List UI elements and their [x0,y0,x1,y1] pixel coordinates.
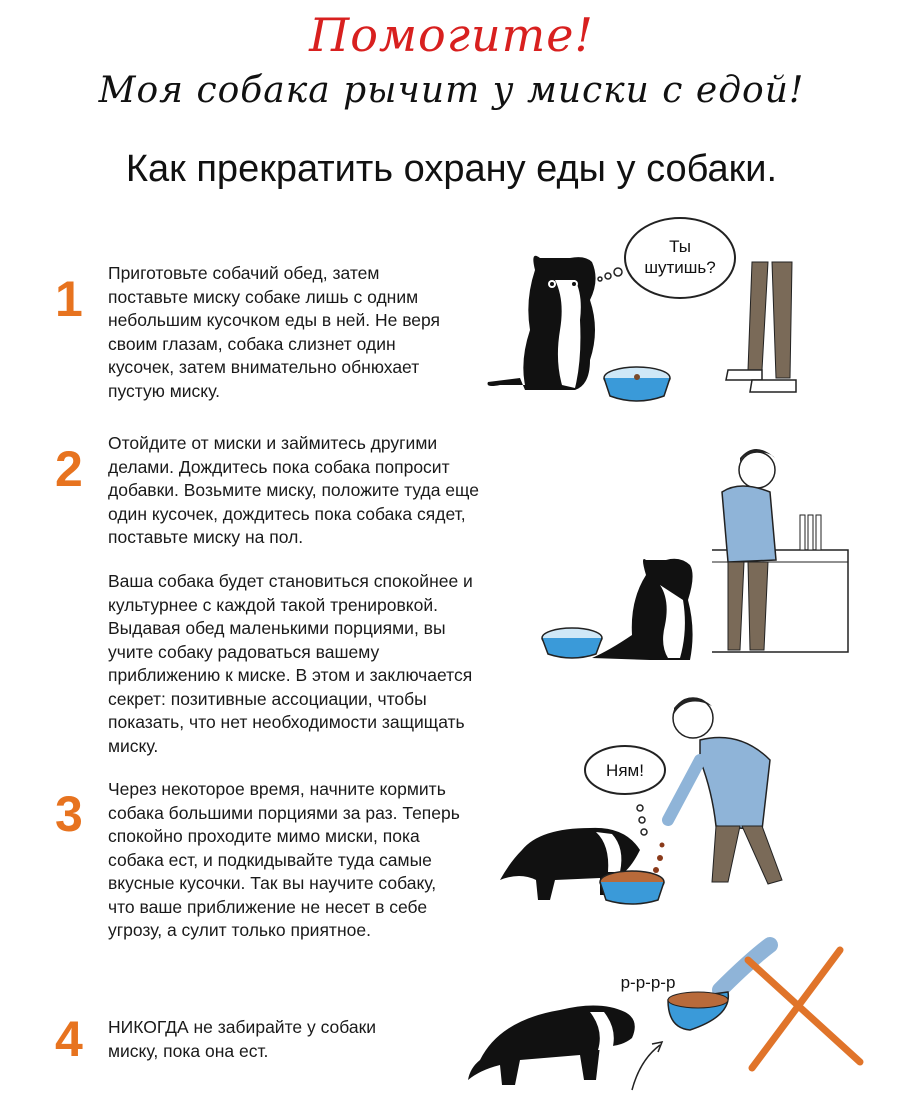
subtitle: Моя собака рычит у миски с едой! [98,70,805,111]
step-3-number: 3 [55,786,83,842]
step-2-text: Отойдите от миски и займитесь другими делами. Дождитесь пока собака попросит добавки. Возьмите миску, положите туда еще один кусочек, дождитесь пока собака сядет, поставьте миску на пол. [108,433,479,547]
step-2-number: 2 [55,441,83,497]
step-4-number: 4 [55,1011,83,1067]
step-1-number: 1 [55,271,83,327]
step-3-text: Через некоторое время, начните кормить собака большими порциями за раз. Теперь спокойно проходите мимо миски, пока собака ест, и подкидывайте туда самые вкусные кусочки. Так вы научите собаку, что ваше приближение не несет в себе угрозу, а сулит только приятное. [108,779,460,940]
title-main: Помогите! [309,8,594,62]
arrow-icon [632,1045,660,1090]
step-2-extra-text: Ваша собака будет становиться спокойнее и культурнее с каждой такой тренировкой. Выдавая обед маленькими порциями, вы учите собаку радоваться вашему приближению к миске. В этом и заключается секрет: позитивные ассоциации, чтобы показать, что нет необходимости защищать миску. [108,571,473,756]
bubble-joke-text: Ты шутишь? [644,237,716,277]
dog-growling-icon [468,1005,635,1085]
cross-icon [748,950,860,1068]
step-4-text: НИКОГДА не забирайте у собаки миску, пока она ест. [108,1017,377,1061]
step-1-text: Приготовьте собачий обед, затем поставьте миску собаке лишь с одним небольшим кусочком еды в ней. Не веря своим глазам, собака слизнет один кусочек, затем внимательно обнюхает пустую миску. [108,263,441,401]
growl-text: р-р-р-р [620,973,676,992]
bubble-yum-text: Ням! [606,761,644,780]
page-heading: Как прекратить охрану еды у собаки. [125,148,778,190]
